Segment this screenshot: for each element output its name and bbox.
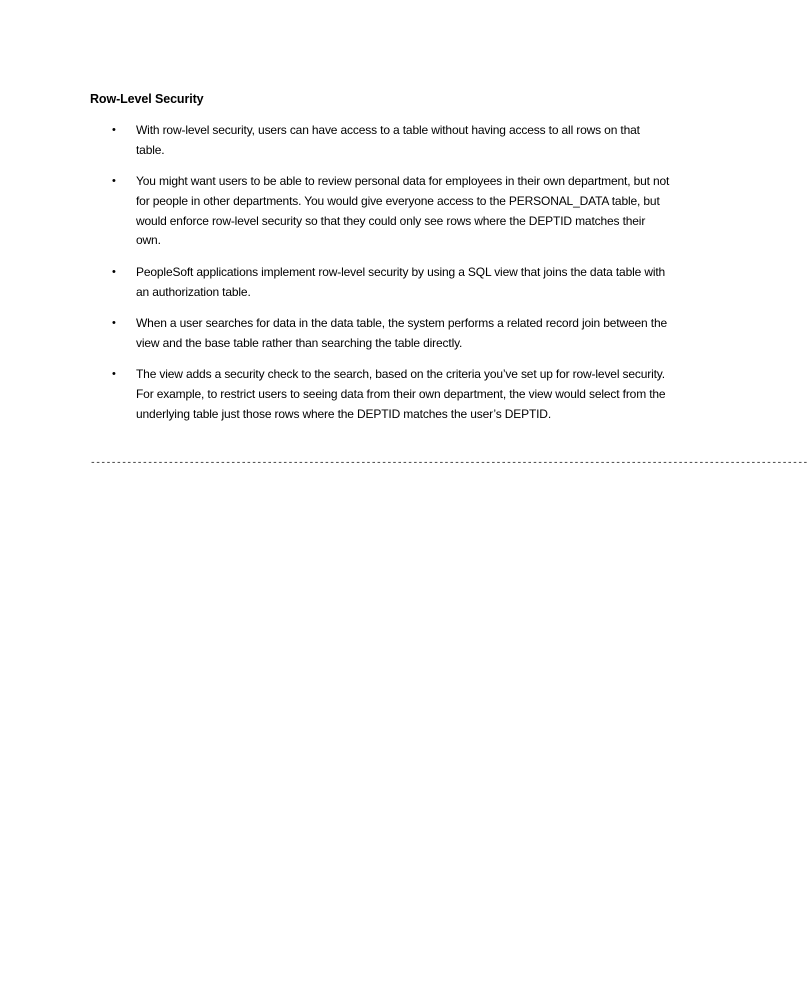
bullet-list (90, 121, 670, 436)
bullet-item (90, 263, 670, 303)
bullet-item (90, 172, 670, 251)
bullet-text: With row-level security, users can have access to a table without having access to all rows on that table. (136, 123, 640, 157)
bullet-marker-icon: • (112, 265, 116, 278)
bullet-item (90, 365, 670, 424)
bullet-marker-icon: • (112, 316, 116, 329)
bullet-text: PeopleSoft applications implement row-level security by using a SQL view that joins the data table with an authorization table. (136, 264, 666, 299)
dashed-separator: ------------------------------------------------------------------------------------------------------------------------------------------ (90, 457, 808, 468)
bullet-item (90, 314, 670, 354)
section-heading: Row-Level Security (90, 92, 204, 106)
bullet-marker-icon: • (112, 175, 116, 188)
bullet-marker-icon: • (112, 367, 116, 380)
bullet-text: The view adds a security check to the search, based on the criteria you’ve set up for row-level security. For example, to restrict users to seeing data from their own department, the view would select from the underlying table just those rows where the DEPTID matches the user’s DEPTID. (136, 366, 666, 421)
bullet-item (90, 121, 670, 161)
bullet-text: You might want users to be able to review personal data for employees in their own department, but not for people in other departments. You would give everyone access to the PERSONAL_DATA table, but would enforce row-level security so that they could only see rows where the DEPTID matches their own. (136, 174, 670, 248)
bullet-text: When a user searches for data in the data table, the system performs a related record join between the view and the base table rather than searching the table directly. (136, 315, 667, 350)
bullet-marker-icon: • (112, 124, 116, 136)
